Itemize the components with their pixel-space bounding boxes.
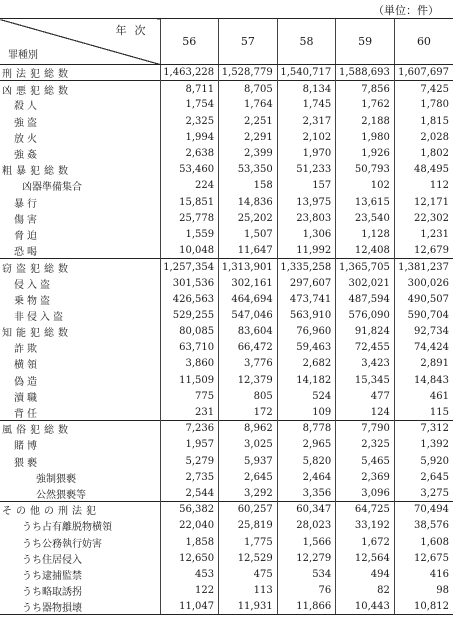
table-row bbox=[0, 65, 453, 81]
count-cell: 3,776 bbox=[219, 356, 278, 372]
count-cell: 1,980 bbox=[336, 129, 395, 145]
count-cell: 547,046 bbox=[219, 307, 278, 323]
count-cell: 7,236 bbox=[160, 421, 219, 437]
count-cell: 302,161 bbox=[219, 275, 278, 291]
count-cell: 13,975 bbox=[277, 194, 336, 210]
count-cell: 64,725 bbox=[336, 502, 395, 518]
table-row bbox=[0, 178, 453, 194]
count-cell: 563,910 bbox=[277, 307, 336, 323]
count-cell: 15,345 bbox=[336, 372, 395, 388]
count-cell: 3,025 bbox=[219, 437, 278, 453]
count-cell: 98 bbox=[394, 583, 453, 599]
count-cell: 2,369 bbox=[336, 469, 395, 485]
count-cell: 60,257 bbox=[219, 502, 278, 518]
crime-type-label: うち占有離脱物横領 bbox=[22, 522, 112, 534]
count-cell: 8,962 bbox=[219, 421, 278, 437]
count-cell: 1,994 bbox=[160, 129, 219, 145]
table-row bbox=[0, 534, 453, 550]
crime-type-label: 強姦 bbox=[14, 150, 40, 162]
count-cell: 91,824 bbox=[336, 324, 395, 340]
count-cell: 15,851 bbox=[160, 194, 219, 210]
count-cell: 416 bbox=[394, 566, 453, 582]
crime-type-label: 猥褻 bbox=[14, 457, 40, 469]
count-cell: 231 bbox=[160, 404, 219, 420]
count-cell: 494 bbox=[336, 566, 395, 582]
count-cell: 63,710 bbox=[160, 340, 219, 356]
count-cell: 66,472 bbox=[219, 340, 278, 356]
count-cell: 5,920 bbox=[394, 453, 453, 469]
table-row bbox=[0, 307, 453, 323]
count-cell: 1,762 bbox=[336, 97, 395, 113]
count-cell: 490,507 bbox=[394, 291, 453, 307]
count-cell: 10,812 bbox=[394, 599, 453, 615]
unit-label: （単位：件） bbox=[373, 4, 439, 17]
crime-type-label: 侵入盗 bbox=[14, 279, 53, 291]
count-cell: 8,711 bbox=[160, 81, 219, 97]
crime-type-label: 脅迫 bbox=[14, 230, 40, 242]
table-row bbox=[0, 388, 453, 404]
count-cell: 475 bbox=[219, 566, 278, 582]
count-cell: 1,335,258 bbox=[277, 259, 336, 275]
count-cell: 113 bbox=[219, 583, 278, 599]
count-cell: 1,926 bbox=[336, 145, 395, 161]
crime-type-label: 横領 bbox=[14, 360, 40, 372]
crime-type-label: 凶悪犯総数 bbox=[0, 81, 160, 97]
count-cell: 92,734 bbox=[394, 324, 453, 340]
count-cell: 1,815 bbox=[394, 113, 453, 129]
count-cell: 224 bbox=[160, 178, 219, 194]
crime-type-label: 窃盗犯総数 bbox=[0, 259, 160, 275]
count-cell: 3,292 bbox=[219, 485, 278, 501]
count-cell: 23,803 bbox=[277, 210, 336, 226]
count-cell: 2,544 bbox=[160, 485, 219, 501]
count-cell: 102 bbox=[336, 178, 395, 194]
count-cell: 70,494 bbox=[394, 502, 453, 518]
crime-type-label: 公然猥褻等 bbox=[36, 489, 86, 501]
count-cell: 109 bbox=[277, 404, 336, 420]
count-cell: 82 bbox=[336, 583, 395, 599]
table-row bbox=[0, 243, 453, 259]
count-cell: 1,775 bbox=[219, 534, 278, 550]
count-cell: 53,350 bbox=[219, 162, 278, 178]
count-cell: 12,171 bbox=[394, 194, 453, 210]
crime-type-label: うち逮捕監禁 bbox=[22, 570, 82, 582]
count-cell: 2,682 bbox=[277, 356, 336, 372]
table-row bbox=[0, 210, 453, 226]
year-axis-label: 年次 bbox=[115, 24, 154, 37]
count-cell: 1,754 bbox=[160, 97, 219, 113]
table-row bbox=[0, 583, 453, 599]
count-cell: 576,090 bbox=[336, 307, 395, 323]
count-cell: 590,704 bbox=[394, 307, 453, 323]
count-cell: 1,128 bbox=[336, 226, 395, 242]
header-corner bbox=[0, 19, 160, 65]
year-header: 57 bbox=[219, 19, 278, 65]
count-cell: 12,279 bbox=[277, 550, 336, 566]
count-cell: 14,182 bbox=[277, 372, 336, 388]
count-cell: 51,233 bbox=[277, 162, 336, 178]
count-cell: 7,790 bbox=[336, 421, 395, 437]
crime-type-label: 背任 bbox=[14, 408, 40, 420]
year-header: 60 bbox=[394, 19, 453, 65]
count-cell: 11,647 bbox=[219, 243, 278, 259]
count-cell: 14,843 bbox=[394, 372, 453, 388]
count-cell: 529,255 bbox=[160, 307, 219, 323]
count-cell: 122 bbox=[160, 583, 219, 599]
table-row bbox=[0, 404, 453, 420]
count-cell: 2,399 bbox=[219, 145, 278, 161]
count-cell: 487,594 bbox=[336, 291, 395, 307]
count-cell: 10,443 bbox=[336, 599, 395, 615]
table-row bbox=[0, 599, 453, 615]
count-cell: 1,970 bbox=[277, 145, 336, 161]
crime-type-label: うち公務執行妨害 bbox=[22, 538, 102, 550]
count-cell: 1,365,705 bbox=[336, 259, 395, 275]
count-cell: 25,819 bbox=[219, 518, 278, 534]
count-cell: 300,026 bbox=[394, 275, 453, 291]
count-cell: 302,021 bbox=[336, 275, 395, 291]
count-cell: 12,564 bbox=[336, 550, 395, 566]
table-row bbox=[0, 372, 453, 388]
table-row bbox=[0, 324, 453, 340]
count-cell: 7,312 bbox=[394, 421, 453, 437]
count-cell: 473,741 bbox=[277, 291, 336, 307]
crime-type-label: 刑法犯総数 bbox=[0, 65, 160, 81]
count-cell: 3,096 bbox=[336, 485, 395, 501]
count-cell: 5,279 bbox=[160, 453, 219, 469]
count-cell: 8,705 bbox=[219, 81, 278, 97]
crime-type-label: その他の刑法犯 bbox=[0, 502, 160, 518]
count-cell: 2,325 bbox=[160, 113, 219, 129]
count-cell: 464,694 bbox=[219, 291, 278, 307]
crime-type-label: 恐喝 bbox=[14, 246, 40, 258]
count-cell: 11,047 bbox=[160, 599, 219, 615]
table-row bbox=[0, 502, 453, 518]
count-cell: 11,931 bbox=[219, 599, 278, 615]
crime-type-label: 偽造 bbox=[14, 376, 40, 388]
count-cell: 2,645 bbox=[219, 469, 278, 485]
count-cell: 1,313,901 bbox=[219, 259, 278, 275]
count-cell: 10,048 bbox=[160, 243, 219, 259]
count-cell: 76,960 bbox=[277, 324, 336, 340]
count-cell: 60,347 bbox=[277, 502, 336, 518]
count-cell: 33,192 bbox=[336, 518, 395, 534]
count-cell: 1,257,354 bbox=[160, 259, 219, 275]
crime-type-label: 強盗 bbox=[14, 117, 40, 129]
count-cell: 115 bbox=[394, 404, 453, 420]
table-row bbox=[0, 259, 453, 275]
count-cell: 12,650 bbox=[160, 550, 219, 566]
count-cell: 5,465 bbox=[336, 453, 395, 469]
count-cell: 2,965 bbox=[277, 437, 336, 453]
count-cell: 53,460 bbox=[160, 162, 219, 178]
count-cell: 8,134 bbox=[277, 81, 336, 97]
count-cell: 124 bbox=[336, 404, 395, 420]
count-cell: 28,023 bbox=[277, 518, 336, 534]
table-row bbox=[0, 194, 453, 210]
count-cell: 3,423 bbox=[336, 356, 395, 372]
count-cell: 50,793 bbox=[336, 162, 395, 178]
count-cell: 59,463 bbox=[277, 340, 336, 356]
count-cell: 72,455 bbox=[336, 340, 395, 356]
count-cell: 25,778 bbox=[160, 210, 219, 226]
crime-type-label: 乗物盗 bbox=[14, 295, 53, 307]
year-header: 56 bbox=[160, 19, 219, 65]
table-row bbox=[0, 453, 453, 469]
count-cell: 2,251 bbox=[219, 113, 278, 129]
count-cell: 1,745 bbox=[277, 97, 336, 113]
count-cell: 25,202 bbox=[219, 210, 278, 226]
count-cell: 2,102 bbox=[277, 129, 336, 145]
count-cell: 1,306 bbox=[277, 226, 336, 242]
count-cell: 2,464 bbox=[277, 469, 336, 485]
count-cell: 76 bbox=[277, 583, 336, 599]
count-cell: 5,937 bbox=[219, 453, 278, 469]
count-cell: 477 bbox=[336, 388, 395, 404]
count-cell: 1,507 bbox=[219, 226, 278, 242]
count-cell: 2,325 bbox=[336, 437, 395, 453]
count-cell: 1,463,228 bbox=[160, 65, 219, 81]
count-cell: 12,679 bbox=[394, 243, 453, 259]
count-cell: 12,379 bbox=[219, 372, 278, 388]
count-cell: 7,425 bbox=[394, 81, 453, 97]
year-header: 59 bbox=[336, 19, 395, 65]
table-row bbox=[0, 162, 453, 178]
count-cell: 1,588,693 bbox=[336, 65, 395, 81]
count-cell: 2,291 bbox=[219, 129, 278, 145]
table-row bbox=[0, 291, 453, 307]
count-cell: 1,802 bbox=[394, 145, 453, 161]
count-cell: 3,356 bbox=[277, 485, 336, 501]
count-cell: 1,608 bbox=[394, 534, 453, 550]
count-cell: 2,645 bbox=[394, 469, 453, 485]
count-cell: 1,672 bbox=[336, 534, 395, 550]
table-row bbox=[0, 145, 453, 161]
count-cell: 1,764 bbox=[219, 97, 278, 113]
table-row bbox=[0, 469, 453, 485]
crime-type-label: 殺人 bbox=[14, 101, 40, 113]
table-row bbox=[0, 226, 453, 242]
crime-statistics-table bbox=[0, 18, 453, 615]
count-cell: 48,495 bbox=[394, 162, 453, 178]
count-cell: 22,040 bbox=[160, 518, 219, 534]
count-cell: 426,563 bbox=[160, 291, 219, 307]
crime-type-label: 暴行 bbox=[14, 198, 40, 210]
year-header: 58 bbox=[277, 19, 336, 65]
count-cell: 11,992 bbox=[277, 243, 336, 259]
table-row bbox=[0, 566, 453, 582]
table-row bbox=[0, 97, 453, 113]
count-cell: 297,607 bbox=[277, 275, 336, 291]
count-cell: 2,638 bbox=[160, 145, 219, 161]
count-cell: 112 bbox=[394, 178, 453, 194]
crime-type-label: 瀆職 bbox=[14, 392, 40, 404]
crime-type-label: 風俗犯総数 bbox=[0, 421, 160, 437]
header-row bbox=[0, 19, 453, 65]
crime-type-label: 粗暴犯総数 bbox=[2, 166, 72, 178]
crime-type-label: 強制猥褻 bbox=[36, 473, 76, 485]
count-cell: 13,615 bbox=[336, 194, 395, 210]
count-cell: 38,576 bbox=[394, 518, 453, 534]
table-row bbox=[0, 81, 453, 97]
count-cell: 453 bbox=[160, 566, 219, 582]
count-cell: 534 bbox=[277, 566, 336, 582]
count-cell: 1,780 bbox=[394, 97, 453, 113]
count-cell: 2,317 bbox=[277, 113, 336, 129]
count-cell: 12,529 bbox=[219, 550, 278, 566]
crime-type-label: 放火 bbox=[14, 133, 40, 145]
table-row bbox=[0, 421, 453, 437]
count-cell: 1,566 bbox=[277, 534, 336, 550]
count-cell: 11,866 bbox=[277, 599, 336, 615]
count-cell: 8,778 bbox=[277, 421, 336, 437]
count-cell: 74,424 bbox=[394, 340, 453, 356]
table-row bbox=[0, 129, 453, 145]
count-cell: 2,188 bbox=[336, 113, 395, 129]
crime-type-label: うち器物損壊 bbox=[0, 599, 160, 615]
count-cell: 524 bbox=[277, 388, 336, 404]
crime-type-label: 非侵入盗 bbox=[14, 311, 66, 323]
table-row bbox=[0, 437, 453, 453]
count-cell: 1,528,779 bbox=[219, 65, 278, 81]
table-row bbox=[0, 113, 453, 129]
table-row bbox=[0, 550, 453, 566]
count-cell: 3,860 bbox=[160, 356, 219, 372]
count-cell: 2,891 bbox=[394, 356, 453, 372]
count-cell: 2,028 bbox=[394, 129, 453, 145]
count-cell: 11,509 bbox=[160, 372, 219, 388]
count-cell: 14,836 bbox=[219, 194, 278, 210]
table-row bbox=[0, 518, 453, 534]
count-cell: 1,381,237 bbox=[394, 259, 453, 275]
crime-type-label: 知能犯総数 bbox=[2, 328, 72, 340]
table-row bbox=[0, 275, 453, 291]
count-cell: 23,540 bbox=[336, 210, 395, 226]
count-cell: 7,856 bbox=[336, 81, 395, 97]
count-cell: 83,604 bbox=[219, 324, 278, 340]
crime-type-label: 詐欺 bbox=[14, 344, 40, 356]
count-cell: 461 bbox=[394, 388, 453, 404]
count-cell: 1,957 bbox=[160, 437, 219, 453]
crime-type-label: 傷害 bbox=[14, 214, 40, 226]
crime-type-label: 凶器準備集合 bbox=[22, 182, 82, 194]
count-cell: 1,559 bbox=[160, 226, 219, 242]
count-cell: 5,820 bbox=[277, 453, 336, 469]
crime-type-axis-label: 罪種別 bbox=[8, 50, 38, 61]
count-cell: 1,607,697 bbox=[394, 65, 453, 81]
count-cell: 22,302 bbox=[394, 210, 453, 226]
count-cell: 1,231 bbox=[394, 226, 453, 242]
table-row bbox=[0, 485, 453, 501]
count-cell: 80,085 bbox=[160, 324, 219, 340]
count-cell: 775 bbox=[160, 388, 219, 404]
count-cell: 301,536 bbox=[160, 275, 219, 291]
crime-type-label: うち略取誘拐 bbox=[22, 587, 82, 599]
count-cell: 56,382 bbox=[160, 502, 219, 518]
count-cell: 1,540,717 bbox=[277, 65, 336, 81]
count-cell: 805 bbox=[219, 388, 278, 404]
count-cell: 157 bbox=[277, 178, 336, 194]
count-cell: 158 bbox=[219, 178, 278, 194]
count-cell: 3,275 bbox=[394, 485, 453, 501]
table-row bbox=[0, 340, 453, 356]
count-cell: 1,392 bbox=[394, 437, 453, 453]
count-cell: 172 bbox=[219, 404, 278, 420]
crime-type-label: うち住居侵入 bbox=[22, 554, 82, 566]
table-body bbox=[0, 65, 453, 615]
count-cell: 12,675 bbox=[394, 550, 453, 566]
count-cell: 12,408 bbox=[336, 243, 395, 259]
table-row bbox=[0, 356, 453, 372]
crime-type-label: 賭博 bbox=[14, 441, 40, 453]
count-cell: 2,735 bbox=[160, 469, 219, 485]
count-cell: 1,858 bbox=[160, 534, 219, 550]
